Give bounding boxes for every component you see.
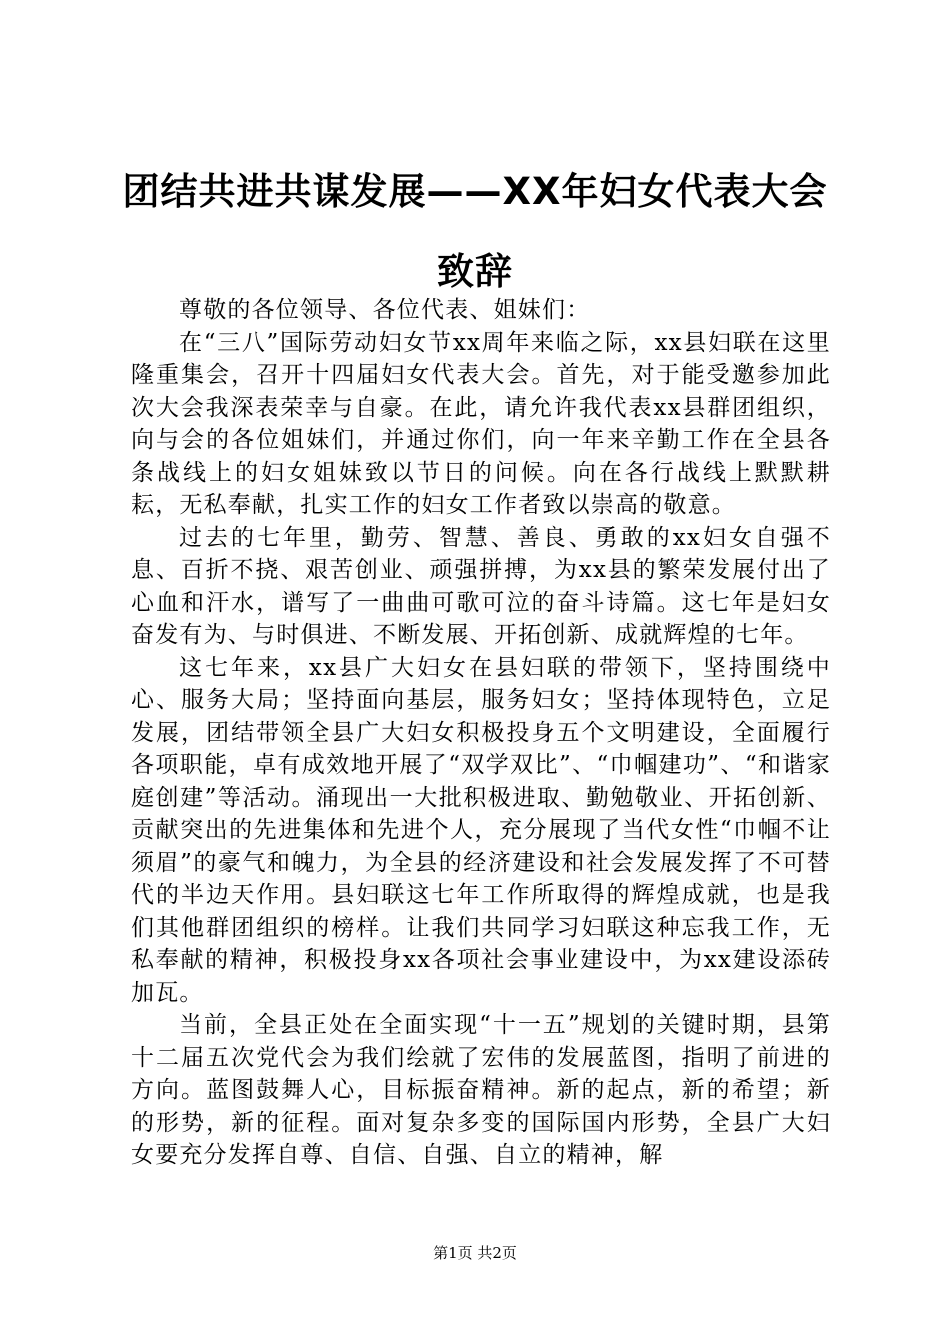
document-title: 团结共进共谋发展——XX年妇女代表大会致辞 [122, 170, 828, 293]
salutation: 尊敬的各位领导、各位代表、姐妹们： [179, 297, 591, 323]
paragraph-3: 这七年来，xx县广大妇女在县妇联的带领下，坚持围绕中心、服务大局；坚持面向基层，服务妇女；坚持体现特色，立足发展，团结带领全县广大妇女积极投身五个文明建设，全面履行各项职能，卓有成效地开展了“双学双比”、“巾帼建功”、“和谐家庭创建”等活动。涌现出一大批积极进取、勤勉敬业、开拓创新、贡献突出的先进集体和先进个人，充分展现了当代女性“巾帼不让须眉”的豪气和魄力，为全县的经济建设和社会发展发挥了不可替代的半边天作用。县妇联这七年工作所取得的辉煌成就，也是我们其他群团组织的榜样。让我们共同学习妇联这种忘我工作，无私奉献的精神，积极投身xx各项社会事业建设中，为xx建设添砖加瓦。 [131, 654, 831, 1006]
page-number-footer: 第1页 共2页 [433, 1244, 517, 1262]
paragraph-1: 在“三八”国际劳动妇女节xx周年来临之际，xx县妇联在这里隆重集会，召开十四届妇女代表大会。首先，对于能受邀参加此次大会我深表荣幸与自豪。在此，请允许我代表xx县群团组织，向与会的各位姐妹们，并通过你们，向一年来辛勤工作在全县各条战线上的妇女姐妹致以节日的问候。向在各行战线上默默耕耘，无私奉献，扎实工作的妇女工作者致以崇高的敬意。 [131, 329, 831, 518]
paragraph-2: 过去的七年里，勤劳、智慧、善良、勇敢的xx妇女自强不息、百折不挠、艰苦创业、顽强拼搏，为xx县的繁荣发展付出了心血和汗水，谱写了一曲曲可歌可泣的奋斗诗篇。这七年是妇女奋发有为、与时俱进、不断发展、开拓创新、成就辉煌的七年。 [131, 524, 831, 648]
document-body [131, 294, 831, 1172]
paragraph-4: 当前，全县正处在全面实现“十一五”规划的关键时期，县第十二届五次党代会为我们绘就了宏伟的发展蓝图，指明了前进的方向。蓝图鼓舞人心，目标振奋精神。新的起点，新的希望；新的形势，新的征程。面对复杂多变的国际国内形势，全县广大妇女要充分发挥自尊、自信、自强、自立的精神，解 [131, 1012, 831, 1168]
